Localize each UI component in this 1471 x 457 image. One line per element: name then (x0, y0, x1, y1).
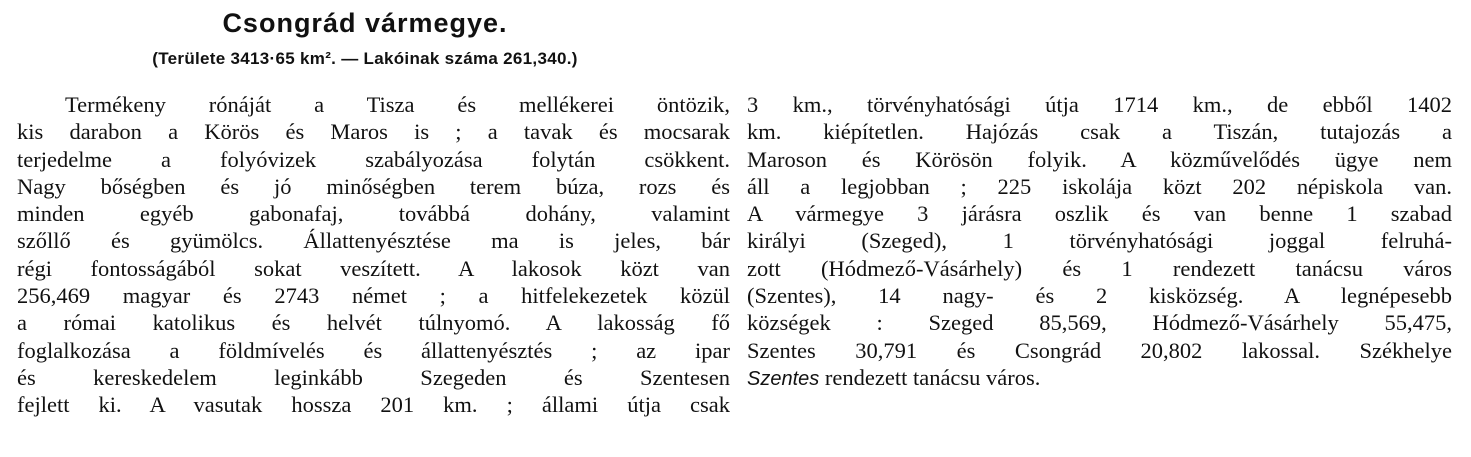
text-line: a római katolikus és helvét túlnyomó. A lakosság fő (17, 310, 730, 336)
text-line: minden egyéb gabonafaj, továbbá dohány, valamint (17, 201, 730, 227)
text-line: km. kiépítetlen. Hajózás csak a Tiszán, tutajozás a (747, 119, 1452, 145)
text-column-left (17, 91, 730, 419)
text-line: községek : Szeged 85,569, Hódmező-Vásárhely 55,475, (747, 310, 1452, 336)
text-line: szőllő és gyümölcs. Állattenyésztése ma is jeles, bár (17, 228, 730, 254)
text-line: és kereskedelem leginkább Szegeden és Szentesen (17, 364, 730, 390)
text-line-last (747, 364, 1452, 393)
text-line: Maroson és Körösön folyik. A közművelődés ügye nem (747, 146, 1452, 172)
text-line: foglalkozása a földmívelés és állattenyésztés ; az ipar (17, 337, 730, 363)
text-line: régi fontosságából sokat veszített. A lakosok közt van (17, 255, 730, 281)
seat-line-rest: rendezett tanácsu város. (819, 364, 1041, 390)
text-line: kis darabon a Körös és Maros is ; a tavak és mocsarak (17, 119, 730, 145)
text-line: 256,469 magyar és 2743 német ; a hitfelekezetek közül (17, 283, 730, 309)
text-line: Termékeny rónáját a Tisza és mellékerei öntözik, (65, 92, 730, 117)
page-subtitle: (Területe 3413·65 km². — Lakóinak száma 261,340.) (152, 49, 578, 68)
text-line: terjedelme a folyóvizek szabályozása folytán csökkent. (17, 146, 730, 172)
text-line: fejlett ki. A vasutak hossza 201 km. ; állami útja csak (17, 392, 730, 418)
text-line: Nagy bőségben és jó minőségben terem búza, rozs és (17, 173, 730, 199)
text-line: királyi (Szeged), 1 törvényhatósági joggal felruhá- (747, 228, 1452, 254)
article-header (0, 6, 730, 70)
text-line: áll a legjobban ; 225 iskolája közt 202 népiskola van. (747, 173, 1452, 199)
text-line: (Szentes), 14 nagy- és 2 kisközség. A legnépesebb (747, 283, 1452, 309)
text-line: zott (Hódmező-Vásárhely) és 1 rendezett tanácsu város (747, 255, 1452, 281)
text-column-right (747, 91, 1452, 393)
text-line: A vármegye 3 járásra oszlik és van benne 1 szabad (747, 201, 1452, 227)
seat-name: Szentes (747, 367, 820, 390)
text-line: 3 km., törvényhatósági útja 1714 km., de ebből 1402 (747, 92, 1452, 117)
page-title: Csongrád vármegye. (222, 8, 508, 38)
text-line: Szentes 30,791 és Csongrád 20,802 lakossal. Székhelye (747, 337, 1452, 363)
